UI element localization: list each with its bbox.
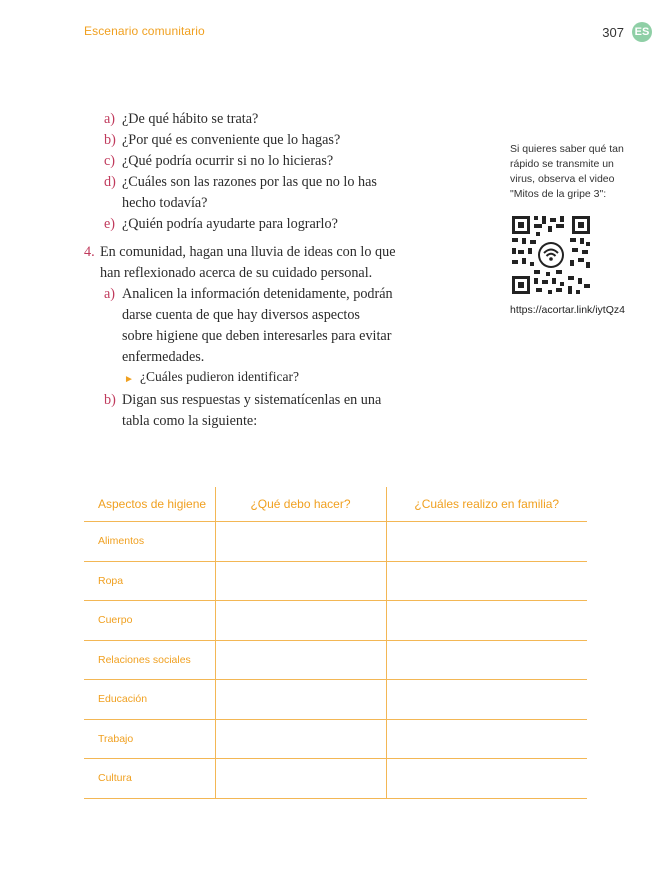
answer-cell[interactable] [386,759,587,799]
answer-cell[interactable] [215,759,386,799]
table-header-row [84,487,587,522]
question-e-marker: e) [104,216,116,232]
answer-cell[interactable] [215,561,386,601]
table-row [84,561,587,601]
item-4a-text-line4: enfermedades. [122,349,205,365]
answer-cell[interactable] [386,680,587,720]
subject-badge-icon: ES [632,22,652,42]
item-4-text-line2: han reflexionado acerca de su cuidado personal. [100,265,373,281]
item-4a-bullet: ¿Cuáles pudieron identificar? [140,369,299,384]
row-label: Ropa [84,561,215,601]
question-a-marker: a) [104,111,116,127]
question-a-text: ¿De qué hábito se trata? [122,111,259,127]
answer-cell[interactable] [215,522,386,562]
row-label: Trabajo [84,719,215,759]
answer-cell[interactable] [386,522,587,562]
column-header-aspects: Aspectos de higiene [84,487,215,522]
item-4a-marker: a) [104,286,116,302]
question-b-marker: b) [104,132,116,148]
row-label: Educación [84,680,215,720]
question-c-text: ¿Qué podría ocurrir si no lo hicieras? [122,153,334,169]
row-label: Alimentos [84,522,215,562]
table-row [84,601,587,641]
table-row [84,522,587,562]
item-4a-text-line2: darse cuenta de que hay diversos aspectos [122,307,360,323]
column-header-what-to-do: ¿Qué debo hacer? [215,487,386,522]
column-header-family: ¿Cuáles realizo en familia? [386,487,587,522]
hygiene-table [84,487,587,799]
item-4-marker: 4. [84,244,95,260]
item-4b-marker: b) [104,392,116,408]
side-note-text: Si quieres saber qué tan rápido se transmite un virus, observa el video "Mitos de la gripe 3": [510,143,624,200]
answer-cell[interactable] [215,601,386,641]
item-4a-text-line3: sobre higiene que deben interesarles para evitar [122,328,392,344]
answer-cell[interactable] [386,719,587,759]
page-header-right [602,22,652,42]
answer-cell[interactable] [215,719,386,759]
video-link[interactable]: https://acortar.link/iytQz4 [510,304,625,316]
item-4b-text-line2: tabla como la siguiente: [122,413,258,429]
section-title: Escenario comunitario [84,24,205,38]
table-row [84,759,587,799]
row-label: Cultura [84,759,215,799]
page-number: 307 [602,24,624,40]
row-label: Relaciones sociales [84,640,215,680]
question-d-marker: d) [104,174,116,190]
question-e-text: ¿Quién podría ayudarte para lograrlo? [122,216,338,232]
answer-cell[interactable] [215,640,386,680]
answer-cell[interactable] [386,561,587,601]
question-c-marker: c) [104,153,116,169]
table-row [84,680,587,720]
row-label: Cuerpo [84,601,215,641]
item-4a-text-line1: Analicen la información detenidamente, podrán [122,286,393,302]
table-row [84,640,587,680]
answer-cell[interactable] [215,680,386,720]
qr-code-icon[interactable] [510,214,592,296]
question-d-text-line2: hecho todavía? [122,195,208,211]
bullet-arrow-icon: ► [124,374,134,385]
answer-cell[interactable] [386,601,587,641]
item-4b-text-line1: Digan sus respuestas y sistematícenlas en una [122,392,382,408]
question-b-text: ¿Por qué es conveniente que lo hagas? [122,132,341,148]
answer-cell[interactable] [386,640,587,680]
item-4-text-line1: En comunidad, hagan una lluvia de ideas con lo que [100,244,396,260]
question-d-text-line1: ¿Cuáles son las razones por las que no lo has [122,174,377,190]
table-row [84,719,587,759]
